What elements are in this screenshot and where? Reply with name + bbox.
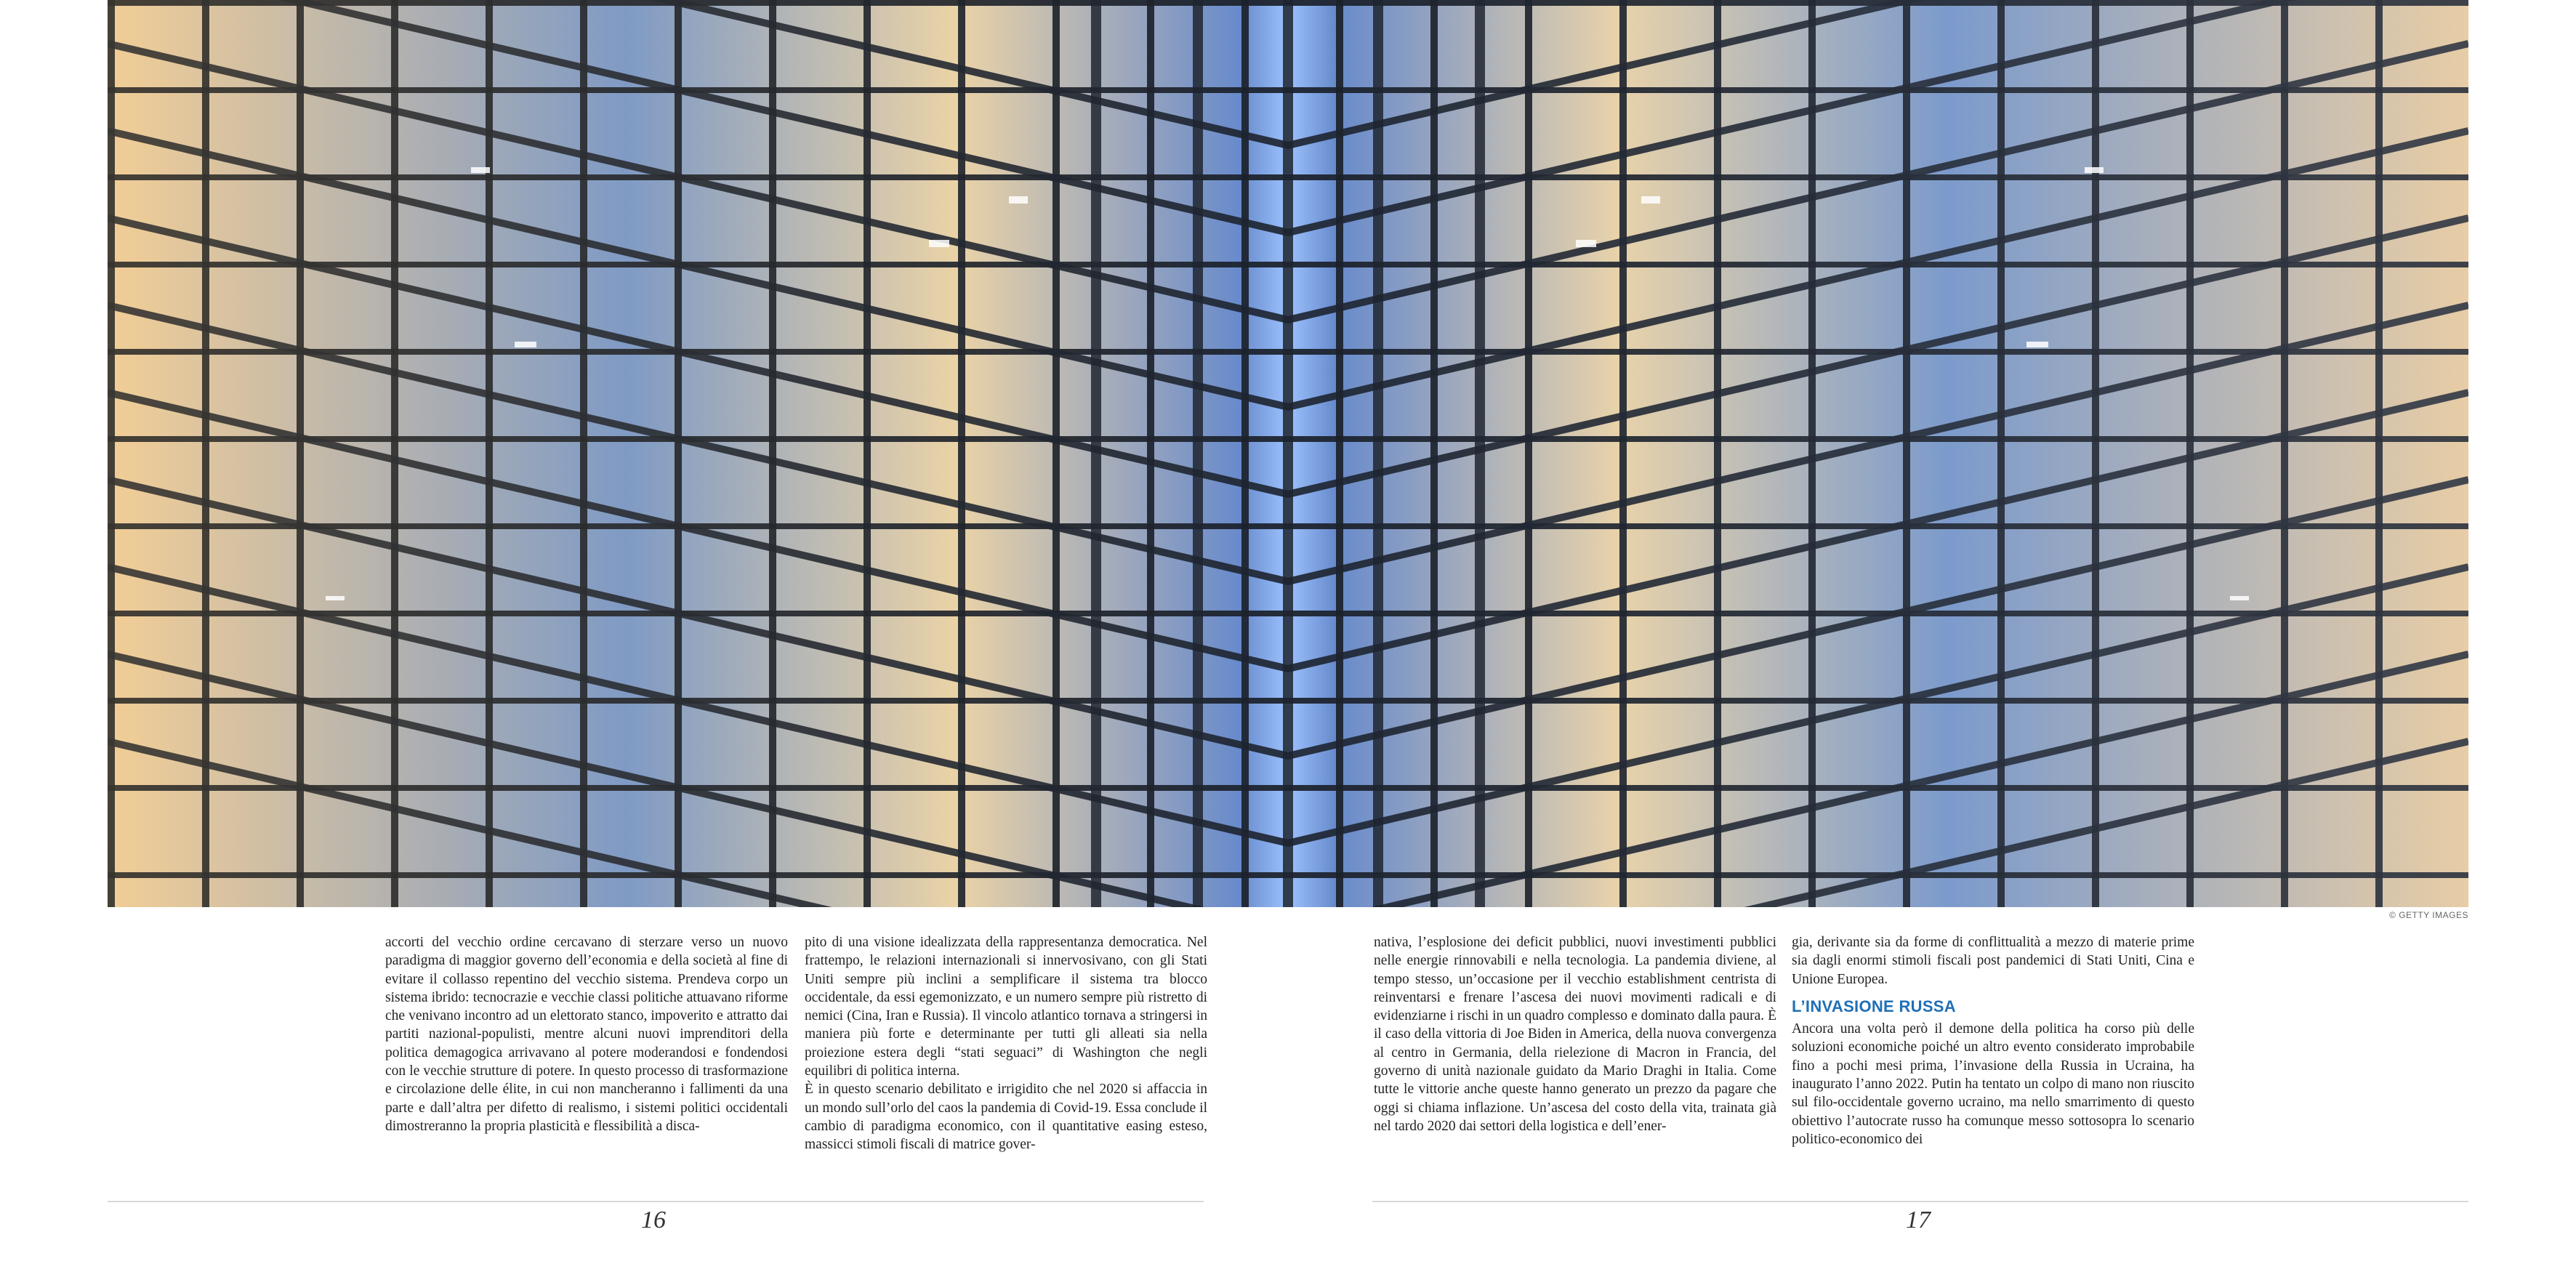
paragraph: pito di una visione idealizzata della rappresentanza democratica. Nel frattempo, le relazioni internazionali si innervosivano, con gli Stati Uniti sempre più inclini a semplificare il sistema tra blocco occidentale, da essi egemonizzato, e un numero sempre più ristretto di nemici (Cina, Iran e Russia). Il vincolo atlantico tornava a stringersi in maniera più forte e determinante per tutti gli alleati sia nella proiezione estera degli “stati seguaci” di Washington che negli equilibri di politica interna. [805, 935, 1207, 1079]
spread-photo [108, 0, 2468, 907]
paragraph: accorti del vecchio ordine cercavano di sterzare verso un nuovo paradigma di maggior governo dell’economia e della società al fine di evitare il collasso repentino del vecchio sistema. Prendeva corpo un sistema ibrido: tecnocrazie e vecchie classi politiche attuavano riforme che venivano incontro ad un elettorato stanco, impoverito e attratto dai partiti nazional-populisti, mentre alcuni nuovi imprenditori della politica demagogica arrivavano al potere moderandosi e fondendosi con le vecchie strutture di potere. In questo processo di trasformazione e circolazione delle élite, in cui non mancheranno i fallimenti da una parte e dall’altra per difetto di realismo, i sistemi politici occidentali dimostreranno la propria plasticità e flessibilità a disca- [385, 935, 788, 1134]
column-left-1 [385, 933, 788, 1135]
column-left-2 [805, 933, 1207, 1154]
footer-rule-left [108, 1201, 1204, 1202]
column-right-2 [1792, 933, 2194, 1148]
column-right-1 [1374, 933, 1776, 1135]
paragraph: Ancora una volta però il demone della politica ha corso più delle soluzioni economiche poiché un altro evento considerato improbabile fino a pochi mesi prima, l’invasione della Russia in Ucraina, ha inaugurato l’anno 2022. Putin ha tentato un colpo di mano non riuscito sul filo-occidentale governo ucraino, ma nello smarrimento di questo obiettivo l’autocrate russo ha comunque messo sottosopra lo scenario politico-economico dei [1792, 1021, 2194, 1147]
paragraph: È in questo scenario debilitato e irrigidito che nel 2020 si affaccia in un mondo sull’orlo del caos la pandemia di Covid-19. Essa conclude il cambio di paradigma economico, con il quantitative easing esteso, massicci stimoli fiscali di matrice gover- [805, 1082, 1207, 1153]
paragraph: gia, derivante sia da forme di conflittualità a mezzo di materie prime sia dagli enormi stimoli fiscali post pandemici di Stati Uniti, Cina e Unione Europea. [1792, 935, 2194, 987]
photo-credit: © GETTY IMAGES [2389, 910, 2468, 920]
paragraph: nativa, l’esplosione dei deficit pubblici, nuovi investimenti pubblici nelle energie rinnovabili e nella tecnologia. La pandemia diviene, al tempo stesso, un’occasione per il vecchio establishment centrista di reinventarsi e frenare l’ascesa dei nuovi movimenti radicali e di evidenziarne i rischi in un quadro complesso e dominato dalla paura. È il caso della vittoria di Joe Biden in America, della nuova convergenza al centro in Germania, della rielezione di Macron in Francia, del governo di unità nazionale guidato da Mario Draghi in Italia. Come tutte le vittorie anche queste hanno generato un prezzo da pagare che oggi si chiama inflazione. Un’ascesa del costo della vita, trainata già nel tardo 2020 dai settori della logistica e dell’ener- [1374, 935, 1776, 1134]
footer-rule-right [1372, 1201, 2468, 1202]
page-number-left: 16 [641, 1207, 666, 1233]
facade-chevron-graphic [108, 0, 2468, 907]
page-number-right: 17 [1906, 1207, 1931, 1233]
section-heading: L’INVASIONE RUSSA [1792, 997, 1956, 1015]
